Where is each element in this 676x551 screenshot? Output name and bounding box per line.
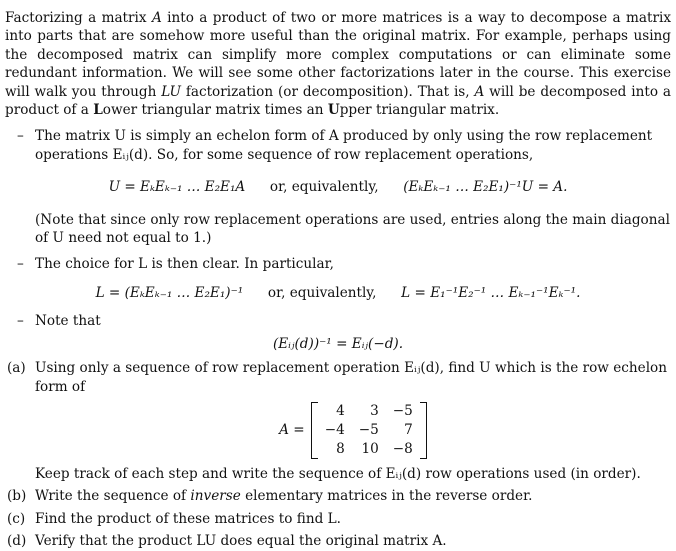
exercise-items <box>5 359 671 550</box>
intro-symbol-lu: LU <box>161 83 181 100</box>
intro-text-5: ower triangular matrix times an <box>102 102 328 119</box>
bullet-dash: – <box>17 128 24 145</box>
bullet-l-choice <box>5 255 671 273</box>
item-b-label: (b) <box>7 488 27 505</box>
intro-symbol-a-2: A <box>474 83 485 100</box>
equation-inverse-text: (Eᵢⱼ(d))⁻¹ = Eᵢⱼ(−d). <box>272 335 404 352</box>
item-c-text: Find the product of these matrices to find L. <box>35 510 341 527</box>
item-b-text-pre: Write the sequence of <box>35 488 191 505</box>
intro-text-2: into a product of two or more matrices is a way to decompose a matrix into parts that are somehow more useful than the original matrix. For example, perhaps using the decomposed matrix can simplify more complex computations or can eliminate some redundant information. We will see some other factorizations later in the course. This exercise will walk you through <box>5 10 671 100</box>
diagonal-note: (Note that since only row replacement operations are used, entries along the main diagonal of U need not equal to 1.) <box>35 211 670 247</box>
intro-bold-u: U <box>327 102 340 119</box>
equation-u-right: (EₖEₖ₋₁ … E₂E₁)⁻¹U = A. <box>403 179 568 196</box>
matrix-cell: 4 <box>336 402 345 419</box>
exercise-page <box>5 9 671 551</box>
matrix-a-table <box>318 402 420 459</box>
item-b <box>5 487 671 505</box>
intro-text-6: pper triangular matrix. <box>339 102 500 119</box>
matrix-cell: 7 <box>404 421 413 438</box>
intro-text-4: will be decomposed into a product of a <box>5 83 671 119</box>
bullet-dash: – <box>17 313 24 330</box>
item-c-label: (c) <box>7 510 26 527</box>
intro-symbol-a: A <box>151 10 162 26</box>
bullet-u-definition <box>5 127 671 164</box>
equation-u <box>5 178 671 196</box>
matrix-a-lhs: A = <box>279 422 305 439</box>
equation-inverse <box>5 335 671 353</box>
item-a-label: (a) <box>7 360 26 377</box>
right-bracket <box>420 402 427 459</box>
matrix-cell: 3 <box>370 402 379 419</box>
item-b-text <box>35 487 671 505</box>
matrix-a-block <box>35 402 671 459</box>
item-a <box>5 359 671 483</box>
equation-l-right: L = E₁⁻¹E₂⁻¹ … Eₖ₋₁⁻¹Eₖ⁻¹. <box>401 284 581 301</box>
item-c <box>5 510 671 528</box>
equation-l-left: L = (EₖEₖ₋₁ … E₂E₁)⁻¹ <box>95 284 244 301</box>
bullet-2-text: The choice for L is then clear. In particular, <box>35 256 334 273</box>
matrix-row <box>318 402 420 421</box>
matrix-cell: 10 <box>361 440 379 457</box>
matrix-cell: −5 <box>392 402 413 419</box>
matrix-cell: 8 <box>336 440 345 457</box>
bullet-3-text: Note that <box>35 313 101 330</box>
item-a-text: Using only a sequence of row replacement operation Eᵢⱼ(d), find U which is the row echelon form of <box>35 360 667 395</box>
left-bracket <box>311 402 318 459</box>
intro-paragraph <box>5 9 671 119</box>
item-b-emphasis: inverse <box>190 488 241 505</box>
equation-l <box>5 284 671 302</box>
intro-bold-l: L <box>93 102 103 119</box>
matrix-cell: −5 <box>358 421 379 438</box>
item-d-label: (d) <box>7 533 27 550</box>
matrix-row <box>318 421 420 440</box>
matrix-row <box>318 440 420 459</box>
matrix-a <box>311 402 427 459</box>
bullet-inverse-note <box>5 312 671 330</box>
equation-u-left: U = EₖEₖ₋₁ … E₂E₁A <box>108 179 246 196</box>
matrix-cell: −8 <box>392 440 413 457</box>
item-b-text-post: elementary matrices in the reverse order. <box>240 488 533 505</box>
equation-u-connector: or, equivalently, <box>269 179 379 196</box>
item-d-text: Verify that the product LU does equal the original matrix A. <box>35 533 447 550</box>
intro-text-1: Factorizing a matrix <box>5 10 152 26</box>
matrix-cell: −4 <box>324 421 345 438</box>
item-a-followup: Keep track of each step and write the sequence of Eᵢⱼ(d) row operations used (in order). <box>35 465 641 482</box>
intro-text-3: factorization (or decomposition). That is, <box>180 83 475 100</box>
bullet-dash: – <box>17 256 24 273</box>
item-d <box>5 532 671 550</box>
equation-l-connector: or, equivalently, <box>267 284 377 301</box>
bullet-1-text: The matrix U is simply an echelon form of A produced by only using the row replacement operations Eᵢⱼ(d). So, for some sequence of row replacement operations, <box>35 128 653 163</box>
